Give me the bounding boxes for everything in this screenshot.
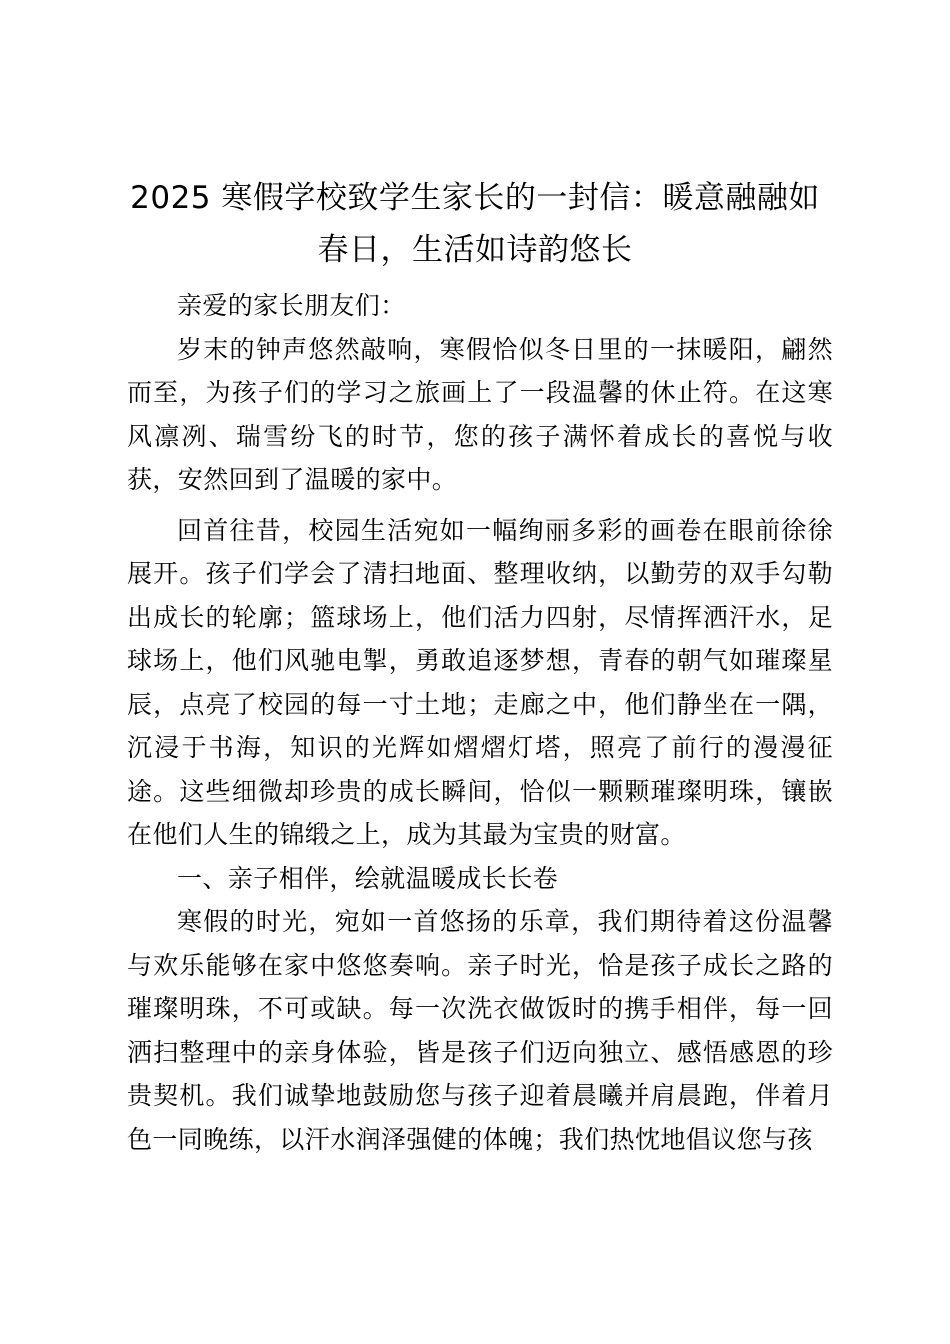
section-heading: 一、亲子相伴，绘就温暖成长长卷	[177, 863, 559, 893]
paragraph-section-one: 寒假的时光，宛如一首悠扬的乐章，我们期待着这份温馨与欢乐能够在家中悠悠奏响。亲子时光，恰是孩子成长之路的璀璨明珠，不可或缺。每一次洗衣做饭时的携手相伴，每一回洒扫整理中的亲身体验，皆是孩子们迈向独立、感悟感恩的珍贵契机。我们诚挚地鼓励您与孩子迎着晨曦并肩晨跑，伴着月色一同晚练，以汗水润泽强健的体魄；我们热忱地倡议您与孩	[127, 907, 833, 1154]
letter-body	[127, 284, 833, 1161]
document-title: 2025 寒假学校致学生家长的一封信：暖意融融如春日，生活如诗韵悠长	[130, 180, 820, 268]
salutation: 亲爱的家长朋友们：	[177, 291, 406, 320]
paragraph-review: 回首往昔，校园生活宛如一幅绚丽多彩的画卷在眼前徐徐展开。孩子们学会了清扫地面、整理收纳，以勤劳的双手勾勒出成长的轮廓；篮球场上，他们活力四射，尽情挥洒汗水，足球场上，他们风驰电掣，勇敢追逐梦想，青春的朝气如璀璨星辰，点亮了校园的每一寸土地；走廊之中，他们静坐在一隅，沉浸于书海，知识的光辉如熠熠灯塔，照亮了前行的漫漫征途。这些细微却珍贵的成长瞬间，恰似一颗颗璀璨明珠，镶嵌在他们人生的锦缎之上，成为其最为宝贵的财富。	[127, 515, 833, 849]
paragraph-intro: 岁末的钟声悠然敲响，寒假恰似冬日里的一抹暖阳，翩然而至，为孩子们的学习之旅画上了一段温馨的休止符。在这寒风凛冽、瑞雪纷飞的时节，您的孩子满怀着成长的喜悦与收获，安然回到了温暖的家中。	[127, 334, 833, 494]
